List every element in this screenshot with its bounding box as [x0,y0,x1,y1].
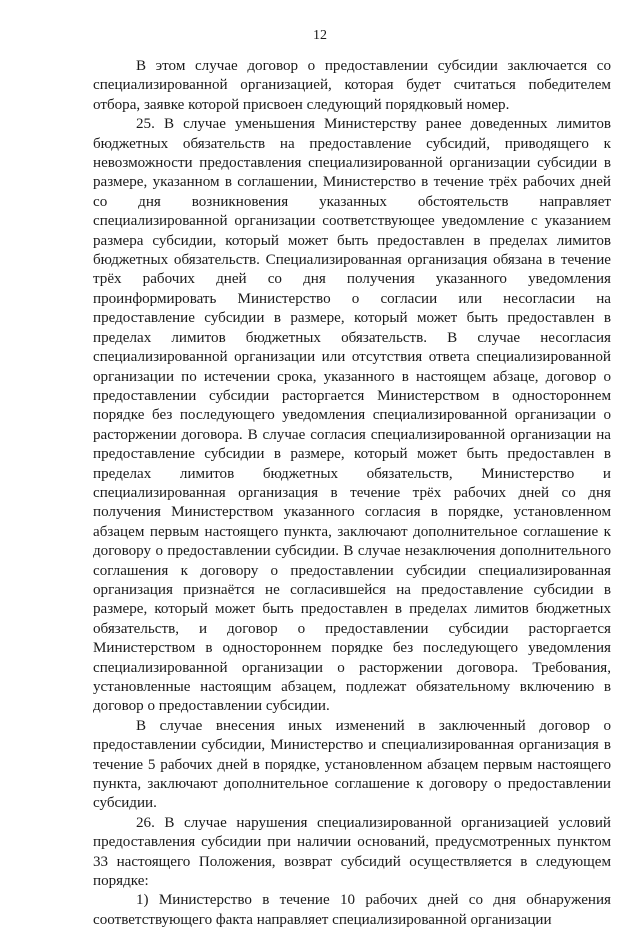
document-body [93,57,611,930]
page-number: 12 [313,28,327,43]
paragraph-clause-26: 26. В случае нарушения специализированной организацией условий предоставления субсидии при наличии оснований, предусмотренных пунктом 33 настоящего Положения, возврат субсидий осуществляется в следующем порядке: [93,814,611,890]
paragraph-contract-with-next-applicant: В этом случае договор о предоставлении субсидии заключается со специализированной организацией, которая будет считаться победителем отбора, заявке которой присвоен следующий порядковый номер. [93,58,611,113]
paragraph-other-amendments: В случае внесения иных изменений в заключенный договор о предоставлении субсидии, Министерство и специализированная организация в течение 5 рабочих дней в порядке, установленном абзацем первым настоящего пункта, заключают дополнительное соглашение к договору о предоставлении субсидии. [93,717,611,812]
paragraph-clause-25: 25. В случае уменьшения Министерству ранее доведенных лимитов бюджетных обязательств на предоставление субсидий, приводящего к невозможности предоставления специализированной организации субсидии в размере, указанном в соглашении, Министерство в течение трёх рабочих дней со дня возникновения указанных обстоятельств направляет специализированной организации соответствующее уведомление с указанием размера субсидии, который может быть предоставлен в пределах лимитов бюджетных обязательств. Специализированная организация обязана в течение трёх рабочих дней со дня получения указанного уведомления проинформировать Министерство о согласии или несогласии на предоставление субсидии в размере, который может быть предоставлен в пределах лимитов бюджетных обязательств. В случае несогласия специализированной организации или отсутствия ответа специализированной организации по истечении срока, указанного в настоящем абзаце, договор о предоставлении субсидии расторгается Министерством в одностороннем порядке без последующего уведомления специализированной организации о расторжении договора. В случае согласия специализированной организации на предоставление субсидии в размере, который может быть предоставлен в пределах лимитов бюджетных обязательств, Министерство и специализированная организация в течение трёх рабочих дней со дня получения Министерством указанного согласия в порядке, установленном абзацем первым настоящего пункта, заключают дополнительное соглашение к договору о предоставлении субсидии. В случае незаключения дополнительного соглашения к договору о предоставлении субсидии специализированная организация признаётся не согласившейся на предоставление субсидии в размере, который может быть предоставлен в пределах лимитов бюджетных обязательств, и договор о предоставлении субсидии расторгается Министерством в одностороннем порядке без последующего уведомления специализированной организации о расторжении договора. Требования, установленные настоящим абзацем, подлежат обязательному включению в договор о предоставлении субсидии. [93,116,611,715]
paragraph-clause-26-item-1: 1) Министерство в течение 10 рабочих дней со дня обнаружения соответствующего факта направляет специализированной организации [93,892,611,928]
